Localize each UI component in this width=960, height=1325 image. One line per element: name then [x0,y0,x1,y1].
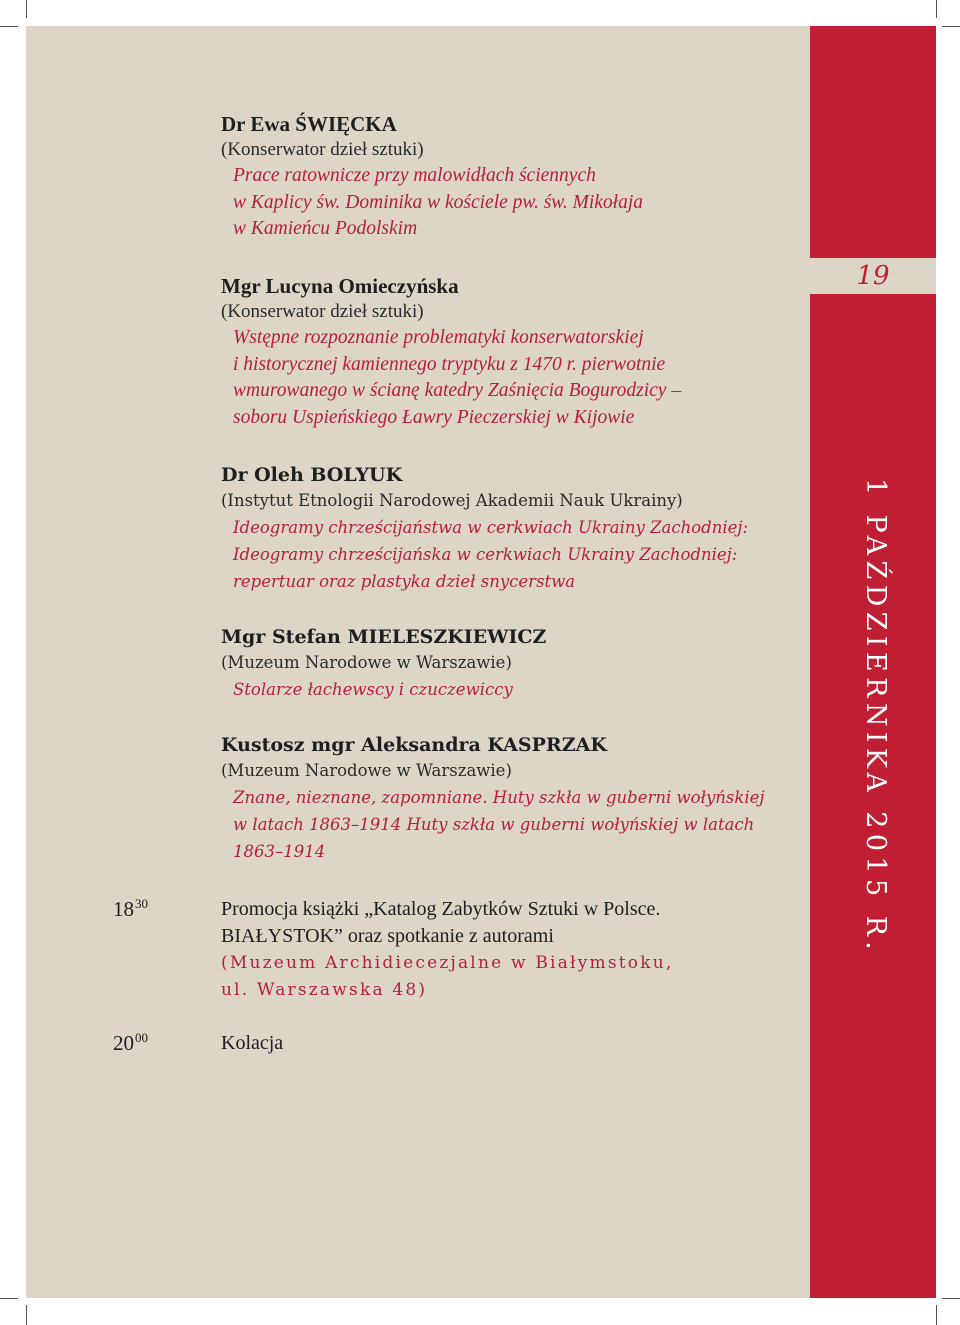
talk-title-line: i historycznej kamiennego tryptyku z 1470 r. pierwotnie [233,353,666,375]
crop-mark [942,1298,960,1299]
talk-title-line: 1863–1914 [233,842,326,861]
speaker-entry [221,111,781,243]
schedule-event [221,896,781,1004]
page-number: 19 [810,258,936,294]
time-hour: 20 [113,1031,134,1055]
talk-title-line: w Kaplicy św. Dominika w kościele pw. św. Mikołaja [233,191,643,213]
event-venue-line: (Muzeum Archidiecezjalne w Białymstoku, [221,953,674,973]
speaker-entry [221,624,781,703]
event-venue-line: ul. Warszawska 48) [221,980,428,1000]
talk-title-line: soboru Uspieńskiego Ławry Pieczerskiej w Kijowie [233,406,635,428]
talk-title-line: w Kamieńcu Podolskim [233,218,418,239]
talk-title-line: wmurowanego w ścianę katedry Zaśnięcia Bogurodzicy – [233,380,682,401]
crop-mark [0,26,18,27]
speaker-affiliation: (Konserwator dzieł sztuki) [221,301,424,322]
speaker-name: Dr Ewa ŚWIĘCKA [221,112,397,136]
speaker-entry [221,273,781,431]
crop-mark [936,1305,937,1325]
speaker-name: Kustosz mgr Aleksandra KASPRZAK [221,734,607,756]
talk-title-line: Stolarze łachewscy i czuczewiccy [233,680,513,699]
talk-title-line: Ideogramy chrześcijańska w cerkwiach Ukrainy Zachodniej: [233,545,738,564]
crop-mark [26,1305,27,1325]
speaker-name: Mgr Stefan MIELESZKIEWICZ [221,626,547,648]
talk-title-line: Ideogramy chrześcijaństwa w cerkwiach Ukrainy Zachodniej: [233,518,749,537]
event-line: Kolacja [221,1032,284,1054]
talk-title-line: Wstępne rozpoznanie problematyki konserwatorskiej [233,327,644,348]
event-line: BIAŁYSTOK” oraz spotkanie z autorami [221,925,554,947]
crop-mark [0,1298,18,1299]
talk-title-line: w latach 1863–1914 Huty szkła w guberni wołyńskiej w latach [233,815,755,834]
time-minutes: 00 [135,1030,148,1045]
speaker-name: Mgr Lucyna Omieczyńska [221,274,459,298]
schedule-time [113,896,148,922]
speaker-affiliation: (Konserwator dzieł sztuki) [221,139,424,160]
speaker-affiliation: (Muzeum Narodowe w Warszawie) [221,761,512,780]
speaker-affiliation: (Instytut Etnologii Narodowej Akademii Nauk Ukrainy) [221,491,683,510]
schedule-event [221,1030,781,1057]
schedule-time [113,1030,148,1056]
crop-mark [942,26,960,27]
event-line: Promocja książki „Katalog Zabytków Sztuki w Polsce. [221,898,661,920]
talk-title-line: repertuar oraz plastyka dzieł snycerstwa [233,572,576,591]
time-hour: 18 [113,897,134,921]
speaker-affiliation: (Muzeum Narodowe w Warszawie) [221,653,512,672]
speaker-name: Dr Oleh BOLYUK [221,464,403,486]
crop-mark [26,0,27,18]
side-date: 1 PAŹDZIERNIKA 2015 R. [860,478,891,956]
time-minutes: 30 [135,896,148,911]
speaker-entry [221,462,781,595]
talk-title-line: Znane, nieznane, zapomniane. Huty szkła w guberni wołyńskiej [233,788,765,807]
crop-mark [936,0,937,18]
speaker-entry [221,732,781,865]
talk-title-line: Prace ratownicze przy malowidłach ściennych [233,165,596,186]
